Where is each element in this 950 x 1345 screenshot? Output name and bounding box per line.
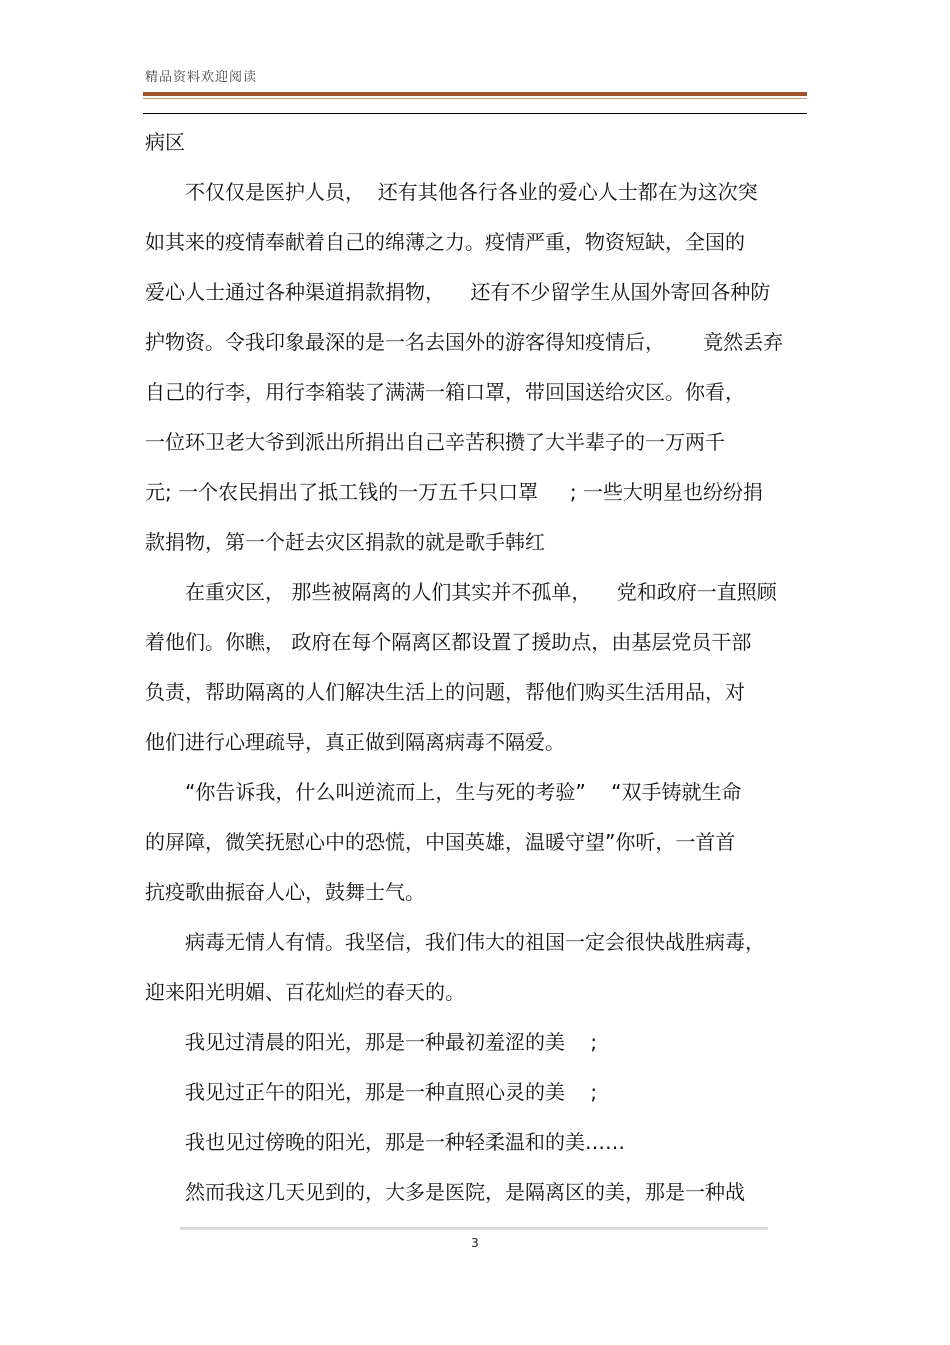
text-line: 款捐物，第一个赶去灾区捐款的就是歌手韩红 (145, 530, 545, 554)
text-line: “你告诉我，什么叫逆流而上，生与死的考验” “双手铸就生命 (145, 780, 742, 804)
page-header-text: 精品资料欢迎阅读 (145, 70, 258, 85)
text-line: 自己的行李，用行李箱装了满满一箱口罩，带回国送给灾区。你看， (145, 380, 745, 404)
header-rule-thick (143, 92, 807, 96)
text-line: 的屏障，微笑抚慰心中的恐慌，中国英雄，温暖守望”你听，一首首 (145, 830, 736, 854)
header-rule-black (143, 113, 807, 114)
text-line: 病区 (145, 130, 185, 154)
text-line: 元; 一个农民捐出了抵工钱的一万五千只口罩 ; 一些大明星也纷纷捐 (145, 480, 763, 504)
text-line: 负责，帮助隔离的人们解决生活上的问题，帮他们购买生活用品，对 (145, 680, 745, 704)
text-line: 我见过清晨的阳光，那是一种最初羞涩的美 ; (145, 1030, 598, 1054)
text-line: 护物资。令我印象最深的是一名去国外的游客得知疫情后， 竟然丢弃 (145, 330, 784, 354)
text-line: 不仅仅是医护人员， 还有其他各行各业的爱心人士都在为这次突 (145, 180, 758, 204)
text-line: 如其来的疫情奉献着自己的绵薄之力。疫情严重，物资短缺，全国的 (145, 230, 745, 254)
text-line: 我见过正午的阳光，那是一种直照心灵的美 ; (145, 1080, 598, 1104)
text-line: 迎来阳光明媚、百花灿烂的春天的。 (145, 980, 465, 1004)
text-line: 我也见过傍晚的阳光，那是一种轻柔温和的美…… (145, 1130, 625, 1154)
text-line: 抗疫歌曲振奋人心，鼓舞士气。 (145, 880, 425, 904)
header-rule-thin (143, 98, 807, 99)
text-line: 一位环卫老大爷到派出所捐出自己辛苦积攒了大半辈子的一万两千 (145, 430, 725, 454)
text-line: 在重灾区， 那些被隔离的人们其实并不孤单， 党和政府一直照顾 (145, 580, 777, 604)
footer-rule (180, 1227, 768, 1230)
text-line: 病毒无情人有情。我坚信，我们伟大的祖国一定会很快战胜病毒， (145, 930, 765, 954)
text-line: 他们进行心理疏导，真正做到隔离病毒不隔爱。 (145, 730, 565, 754)
text-line: 然而我这几天见到的，大多是医院，是隔离区的美，那是一种战 (145, 1180, 745, 1204)
text-line: 着他们。你瞧， 政府在每个隔离区都设置了援助点，由基层党员干部 (145, 630, 752, 654)
page-number: 3 (471, 1236, 479, 1250)
text-line: 爱心人士通过各种渠道捐款捐物， 还有不少留学生从国外寄回各种防 (145, 280, 771, 304)
